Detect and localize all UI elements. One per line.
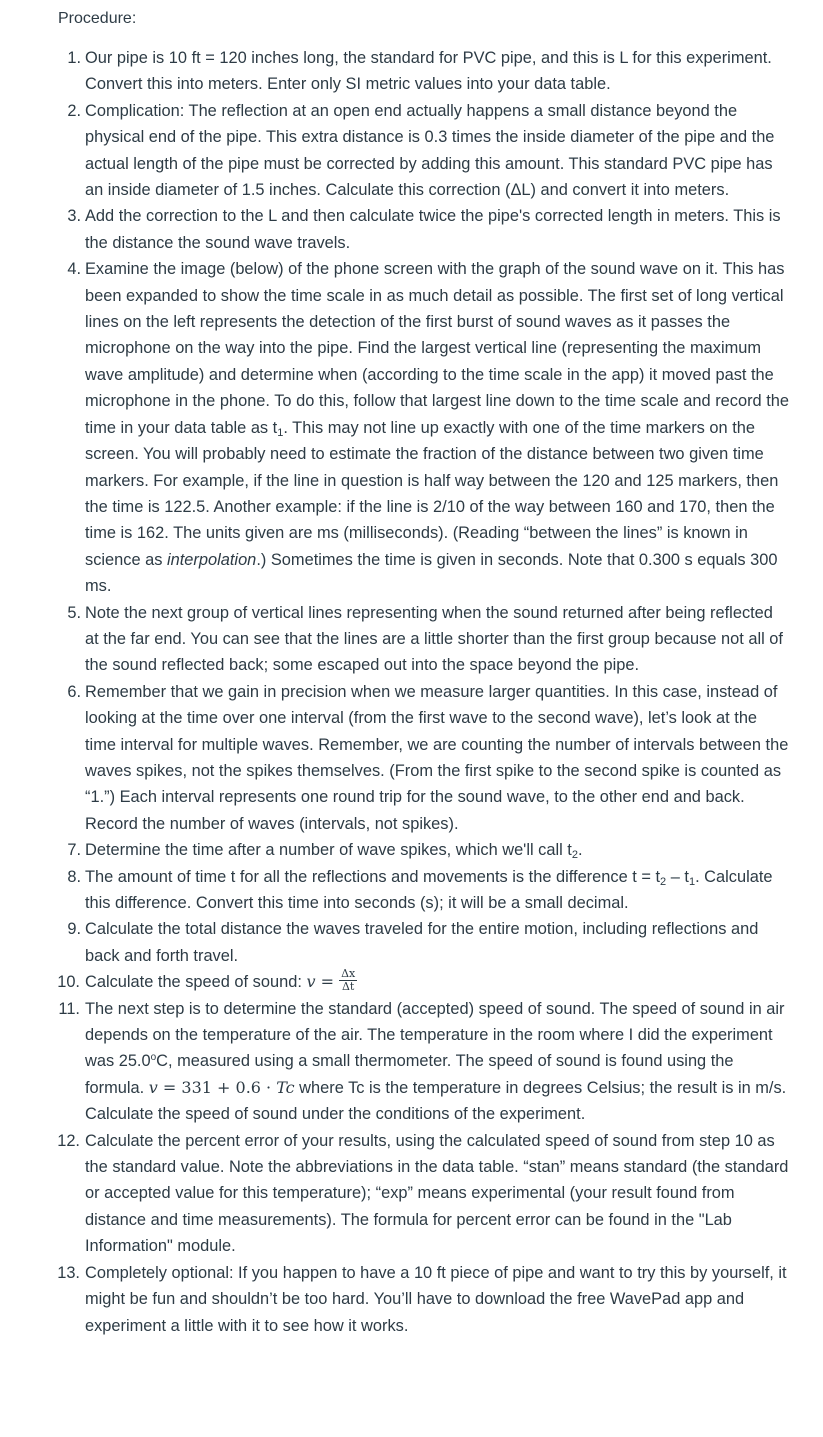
step-1 <box>0 45 823 98</box>
step-text: where Tc is the temperature in degrees Celsius; the result is in m/s. Calculate the speed of sound under the conditions of the experiment. <box>85 1078 787 1124</box>
subscript: 1 <box>277 426 284 439</box>
step-4 <box>0 256 823 599</box>
step-number: 2. <box>67 101 81 120</box>
fraction-numerator: Δx <box>341 967 356 981</box>
step-text: Calculate the percent error of your results, using the calculated speed of sound from step 10 as the standard value. Note the abbreviations in the data table. “stan” means standard (the standard or accepted value for this temperature); “exp” means experimental (your result found from distance and time measurements). The formula for percent error can be found in the "Lab Information" module. <box>85 1131 789 1256</box>
step-number: 10. <box>57 973 80 992</box>
step-text: – t <box>666 867 689 886</box>
emphasis-term: interpolation <box>167 550 257 569</box>
step-7 <box>0 837 823 863</box>
step-text: . <box>577 841 583 860</box>
step-number: 9. <box>67 920 81 939</box>
step-number: 11. <box>58 999 80 1018</box>
step-text: The next step is to determine the standard (accepted) speed of sound. The speed of sound in air depends on the temperature of the air. The temperature in the room where I did the experiment was 25.0 <box>85 999 785 1071</box>
step-text: C, measured using a small thermometer. The speed of sound is found using the formula. <box>85 1052 734 1097</box>
subscript: 1 <box>688 875 696 888</box>
procedure-steps-list <box>0 45 823 1339</box>
step-text: .) Sometimes the time is given in seconds. Note that 0.300 s equals 300 ms. <box>85 550 778 596</box>
math-expression: = 331 + 0.6 · <box>157 1077 277 1097</box>
math-variable: v <box>306 972 316 992</box>
degree-superscript: o <box>150 1052 157 1064</box>
step-12 <box>0 1128 823 1260</box>
step-13 <box>0 1260 823 1339</box>
step-text: Note the next group of vertical lines representing when the sound returned after being reflected at the far end. You can see that the lines are a little shorter than the first group because not all of the sound reflected back; some escaped out into the space beyond the pipe. <box>85 603 783 675</box>
step-number: 8. <box>67 867 81 886</box>
subscript: 2 <box>660 875 667 888</box>
step-text: Complication: The reflection at an open end actually happens a small distance beyond the physical end of the pipe. This extra distance is 0.3 times the inside diameter of the pipe and the actual length of the pipe must be corrected by adding this amount. This standard PVC pipe has an inside diameter of 1.5 inches. Calculate this correction (ΔL) and convert it into meters. <box>85 101 775 200</box>
step-text: Determine the time after a number of wave spikes, which we'll call t <box>85 841 572 860</box>
step-number: 7. <box>67 841 81 860</box>
step-text: Completely optional: If you happen to have a 10 ft piece of pipe and want to try this by yourself, it might be fun and shouldn’t be too hard. You’ll have to download the free WavePad app and experiment a little with it to see how it works. <box>85 1263 787 1335</box>
step-number: 12. <box>57 1131 80 1150</box>
step-number: 13. <box>57 1263 80 1282</box>
math-variable: Tc <box>276 1077 295 1097</box>
step-8 <box>0 864 823 917</box>
step-10 <box>0 969 823 995</box>
step-number: 1. <box>67 49 81 67</box>
speed-formula <box>306 972 339 991</box>
step-text: Remember that we gain in precision when we measure larger quantities. In this case, instead of looking at the time over one interval (from the first wave to the second wave), let’s look at the time interval for multiple waves. Remember, we are counting the number of intervals between the waves spikes, not the spikes themselves. (From the first spike to the second spike is counted as “1.”) Each interval represents one round trip for the sound wave, to the other end and back. Record the number of waves (intervals, not spikes). <box>85 682 789 833</box>
step-number: 4. <box>67 260 81 279</box>
step-3 <box>0 203 823 256</box>
step-text: Add the correction to the L and then calculate twice the pipe's corrected length in meters. This is the distance the sound wave travels. <box>85 207 781 252</box>
step-9 <box>0 916 823 969</box>
step-text: . This may not line up exactly with one of the time markers on the screen. You will probably need to estimate the fraction of the distance between two given time markers. For example, if the line in question is half way between the 120 and 125 markers, then the time is 122.5. Another example: if the line is 2/10 of the way between 160 and 170, then the time is 162. The units given are ms (milliseconds). (Reading “between the lines” is known in science as <box>85 418 779 569</box>
step-text: Calculate the speed of sound: <box>85 973 307 992</box>
step-text: The amount of time t for all the reflections and movements is the difference t = t <box>85 867 661 886</box>
step-text: . Calculate this difference. Convert this time into seconds (s); it will be a small decimal. <box>85 867 773 912</box>
step-6 <box>0 679 823 837</box>
fraction-denominator: Δt <box>341 980 355 994</box>
step-text: Calculate the total distance the waves traveled for the entire motion, including reflections and back and forth travel. <box>85 920 759 965</box>
step-text: Our pipe is 10 ft = 120 inches long, the standard for PVC pipe, and this is L for this experiment. Convert this into meters. Enter only SI metric values into your data table. <box>85 49 772 94</box>
math-operator: = <box>320 972 334 992</box>
step-text: Examine the image (below) of the phone screen with the graph of the sound wave on it. This has been expanded to show the time scale in as much detail as possible. The first set of long vertical lines on the left represents the detection of the first burst of sound waves as it passes the microphone on the way into the pipe. Find the largest vertical line (representing the maximum wave amplitude) and determine when (according to the time scale in the app) it moved past the microphone in the phone. To do this, follow that largest line down to the time scale and record the time in your data table as t <box>85 260 790 437</box>
step-11 <box>0 996 823 1128</box>
step-number: 5. <box>67 603 81 622</box>
sound-speed-formula <box>149 1078 295 1097</box>
step-2 <box>0 98 823 204</box>
step-5 <box>0 600 823 679</box>
step-number: 6. <box>67 682 81 701</box>
step-number: 3. <box>67 207 81 226</box>
procedure-heading: Procedure: <box>58 10 137 27</box>
subscript: 2 <box>571 849 578 862</box>
math-variable: v <box>148 1077 158 1097</box>
delta-fraction <box>339 968 357 993</box>
